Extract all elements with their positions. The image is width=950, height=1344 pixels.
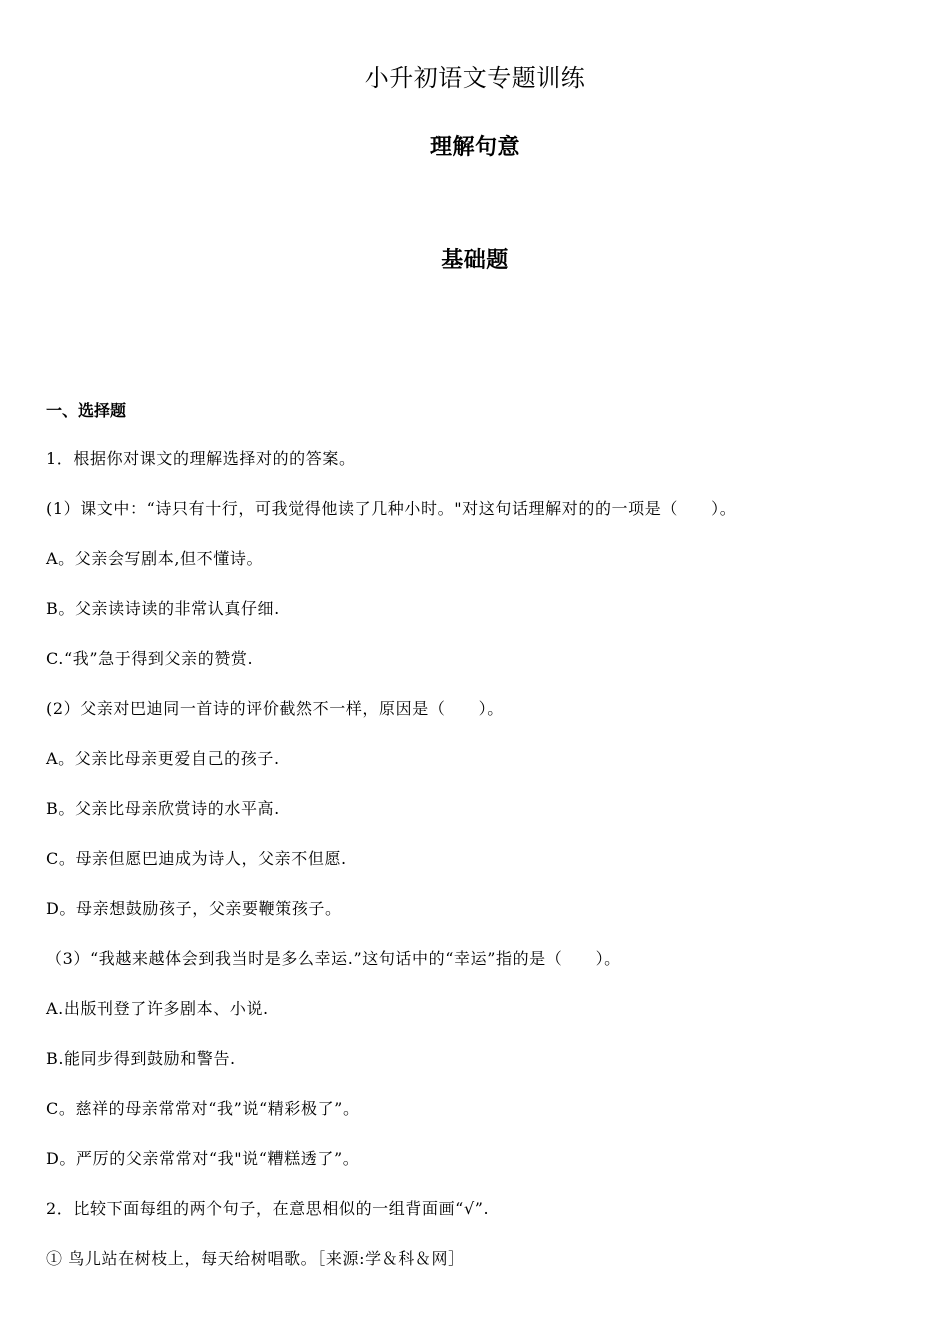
question-2-prompt: 2．比较下面每组的两个句子，在意思相似的一组背面画“√”. (46, 1199, 490, 1218)
option-line: A。父亲会写剧本,但不懂诗。 (46, 549, 264, 568)
question-1-sub-1: (1）课文中：“诗只有十行，可我觉得他读了几种小时。"对这句话理解对的的一项是（ ）。 (46, 499, 737, 518)
option-line: B。父亲读诗读的非常认真仔细. (46, 599, 280, 618)
option-line: C。母亲但愿巴迪成为诗人，父亲不但愿. (46, 849, 347, 868)
option-line: B。父亲比母亲欣赏诗的水平高. (46, 799, 280, 818)
question-2-item-1: ① 鸟儿站在树枝上，每天给树唱歌。［来源:学＆科＆网］ (46, 1249, 465, 1268)
document-subtitle: 理解句意 (429, 135, 520, 160)
option-line: A.出版刊登了许多剧本、小说. (46, 999, 269, 1018)
question-1-prompt: 1．根据你对课文的理解选择对的的答案。 (46, 449, 356, 468)
option-line: C.“我”急于得到父亲的赞赏. (46, 649, 254, 668)
option-line: D。严厉的父亲常常对“我"说“糟糕透了”。 (46, 1149, 360, 1168)
option-line: C。慈祥的母亲常常对“我”说“精彩极了”。 (46, 1099, 360, 1118)
document-title: 小升初语文专题训练 (364, 64, 586, 92)
question-1-sub-2: (2）父亲对巴迪同一首诗的评价截然不一样，原因是（ ）。 (46, 699, 504, 718)
option-line: B.能同步得到鼓励和警告. (46, 1049, 236, 1068)
question-1-sub-3: （3）“我越来越体会到我当时是多么幸运.”这句话中的“幸运”指的是（ ）。 (46, 949, 621, 968)
option-line: D。母亲想鼓励孩子，父亲要鞭策孩子。 (46, 899, 342, 918)
section-heading: 一、选择题 (46, 401, 127, 420)
difficulty-level-heading: 基础题 (441, 248, 509, 273)
option-line: A。父亲比母亲更爱自己的孩子. (46, 749, 280, 768)
